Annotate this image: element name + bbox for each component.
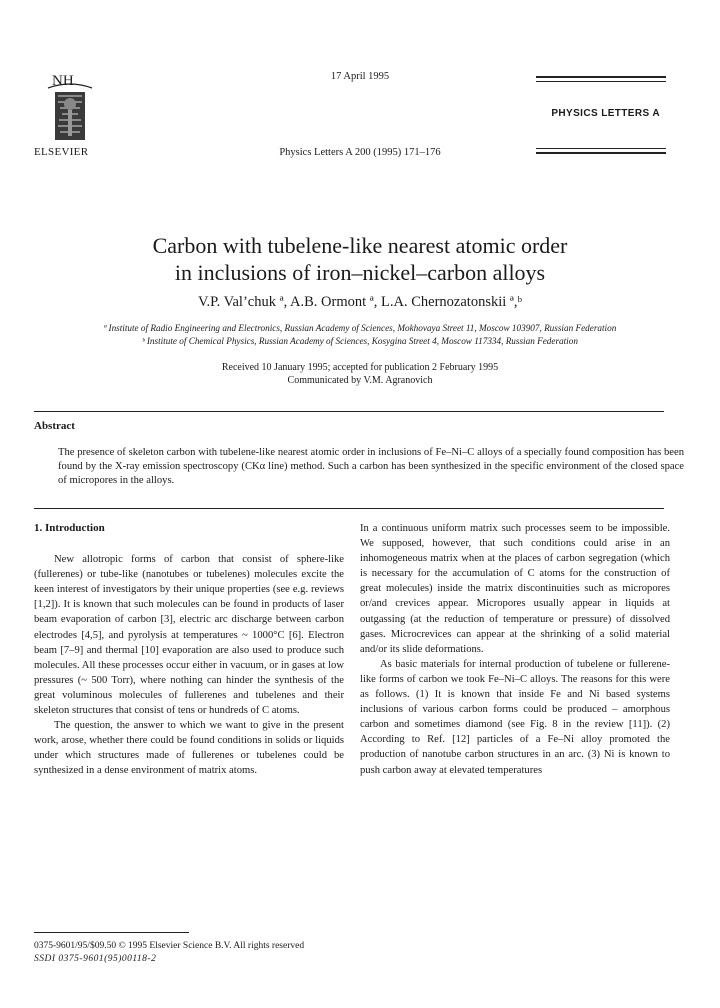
ssdi-line: SSDI 0375-9601(95)00118-2 [34,953,157,964]
abstract-heading: Abstract [34,420,75,432]
publisher-name: ELSEVIER [34,146,89,158]
footer-rule [34,932,189,933]
header-rule-top [536,76,666,78]
section-heading: 1. Introduction [34,522,105,534]
header-rule-top-thin [536,81,666,82]
abstract-bottom-rule [34,508,664,509]
svg-text:NH: NH [52,73,74,89]
communicated-by: Communicated by V.M. Agranovich [287,375,433,386]
title-line-1: Carbon with tubelene-like nearest atomic order [152,233,568,258]
paragraph-4: As basic materials for internal production of tubelene or fullerene-like forms of carbon we took Fe–Ni–C alloys. The reasons for this were as follows. (1) It is known that inside Fe and Ni based systems inclusions of various carbon forms could be produced – amorphous carbon and sometimes diamond (see Fig. 8 in the review [11]). (2) According to Ref. [12] particles of a Fe–Ni alloy promoted the production of nanotube carbon structures in an arc. (3) Ni is known to push carbon away at elevated temperatures [360,658,670,776]
paragraph-2: The question, the answer to which we want to give in the present work, arose, whether there could be found conditions in solids or liquids under which structures made of fullerenes or tubelenes could be synthesized in a dense environment of matrix atoms. [34,720,344,777]
journal-name: PHYSICS LETTERS A [551,108,660,119]
body-column-right [360,521,670,778]
paragraph-1: New allotropic forms of carbon that consist of sphere-like (fullerenes) or tube-like (nanotubes or tubelenes) molecules excite the keen interest of investigators by their unique properties (see e.g. reviews [1,2]). It is known that such molecules can be found in products of laser beam evaporation of carbon [3], electric arc discharge between carbon electrodes [4,5], and pyrolysis at temperatures ~ 1000°C [6]. Electron beam [7–9] and thermal [10] evaporation are also used to produce such molecules. All these processes occur either in vacuum, or in gases at low pressures (~ 500 Torr), where nothing can hinder the synthesis of the great voluminous molecules of fullerenes and tubelenes and their skeleton structures that consist of tens or hundreds of C atoms. [34,554,344,717]
copyright-line: 0375-9601/95/$09.50 © 1995 Elsevier Science B.V. All rights reserved [34,941,305,951]
paragraph-3: In a continuous uniform matrix such processes seem to be impossible. We supposed, however, that such conditions could arise in an inhomogeneous matrix when at the places of carbon segregation (which is necessary for the accumulation of C atoms for the construction of great molecules) inside the matrix discontinuities such as micropores or/and crevices appear. Micropores usually appear in liquids at outgassing (at the reduction of temperature or pressure) of dissolved gases. Microcrevices can appear at the shrinking of a solid material and/or its slide deformations. [360,523,670,655]
received-info [0,361,720,387]
affiliation-b: ᵇ Institute of Chemical Physics, Russian Academy of Sciences, Kosygina Street 4, Moscow 117334, Russian Federation [142,336,578,346]
body-column-left [34,521,344,779]
received-dates: Received 10 January 1995; accepted for publication 2 February 1995 [221,362,499,373]
abstract-text: The presence of skeleton carbon with tubelene-like nearest atomic order in inclusions of Fe–Ni–C alloys of a specially found composition has been found by the X-ray emission spectroscopy (CKα line) method. Such a carbon has been synthesized in the specific environment of the closed space of micropores in the alloys. [58,447,684,487]
abstract-top-rule [34,411,664,412]
title-line-2: in inclusions of iron–nickel–carbon alloys [174,260,546,285]
header-rule-bottom [536,152,666,154]
citation: Physics Letters A 200 (1995) 171–176 [279,147,441,158]
affiliation-a: ª Institute of Radio Engineering and Electronics, Russian Academy of Sciences, Mokhovaya Street 11, Moscow 103907, Russian Federation [103,323,617,333]
authors: V.P. Val’chuk ª, A.B. Ormont ª, L.A. Chernozatonskii ª,ᵇ [197,294,523,310]
article-title [0,232,720,286]
issue-date: 17 April 1995 [330,71,390,82]
header-rule-bottom-thin [536,148,666,149]
footer [34,940,304,965]
